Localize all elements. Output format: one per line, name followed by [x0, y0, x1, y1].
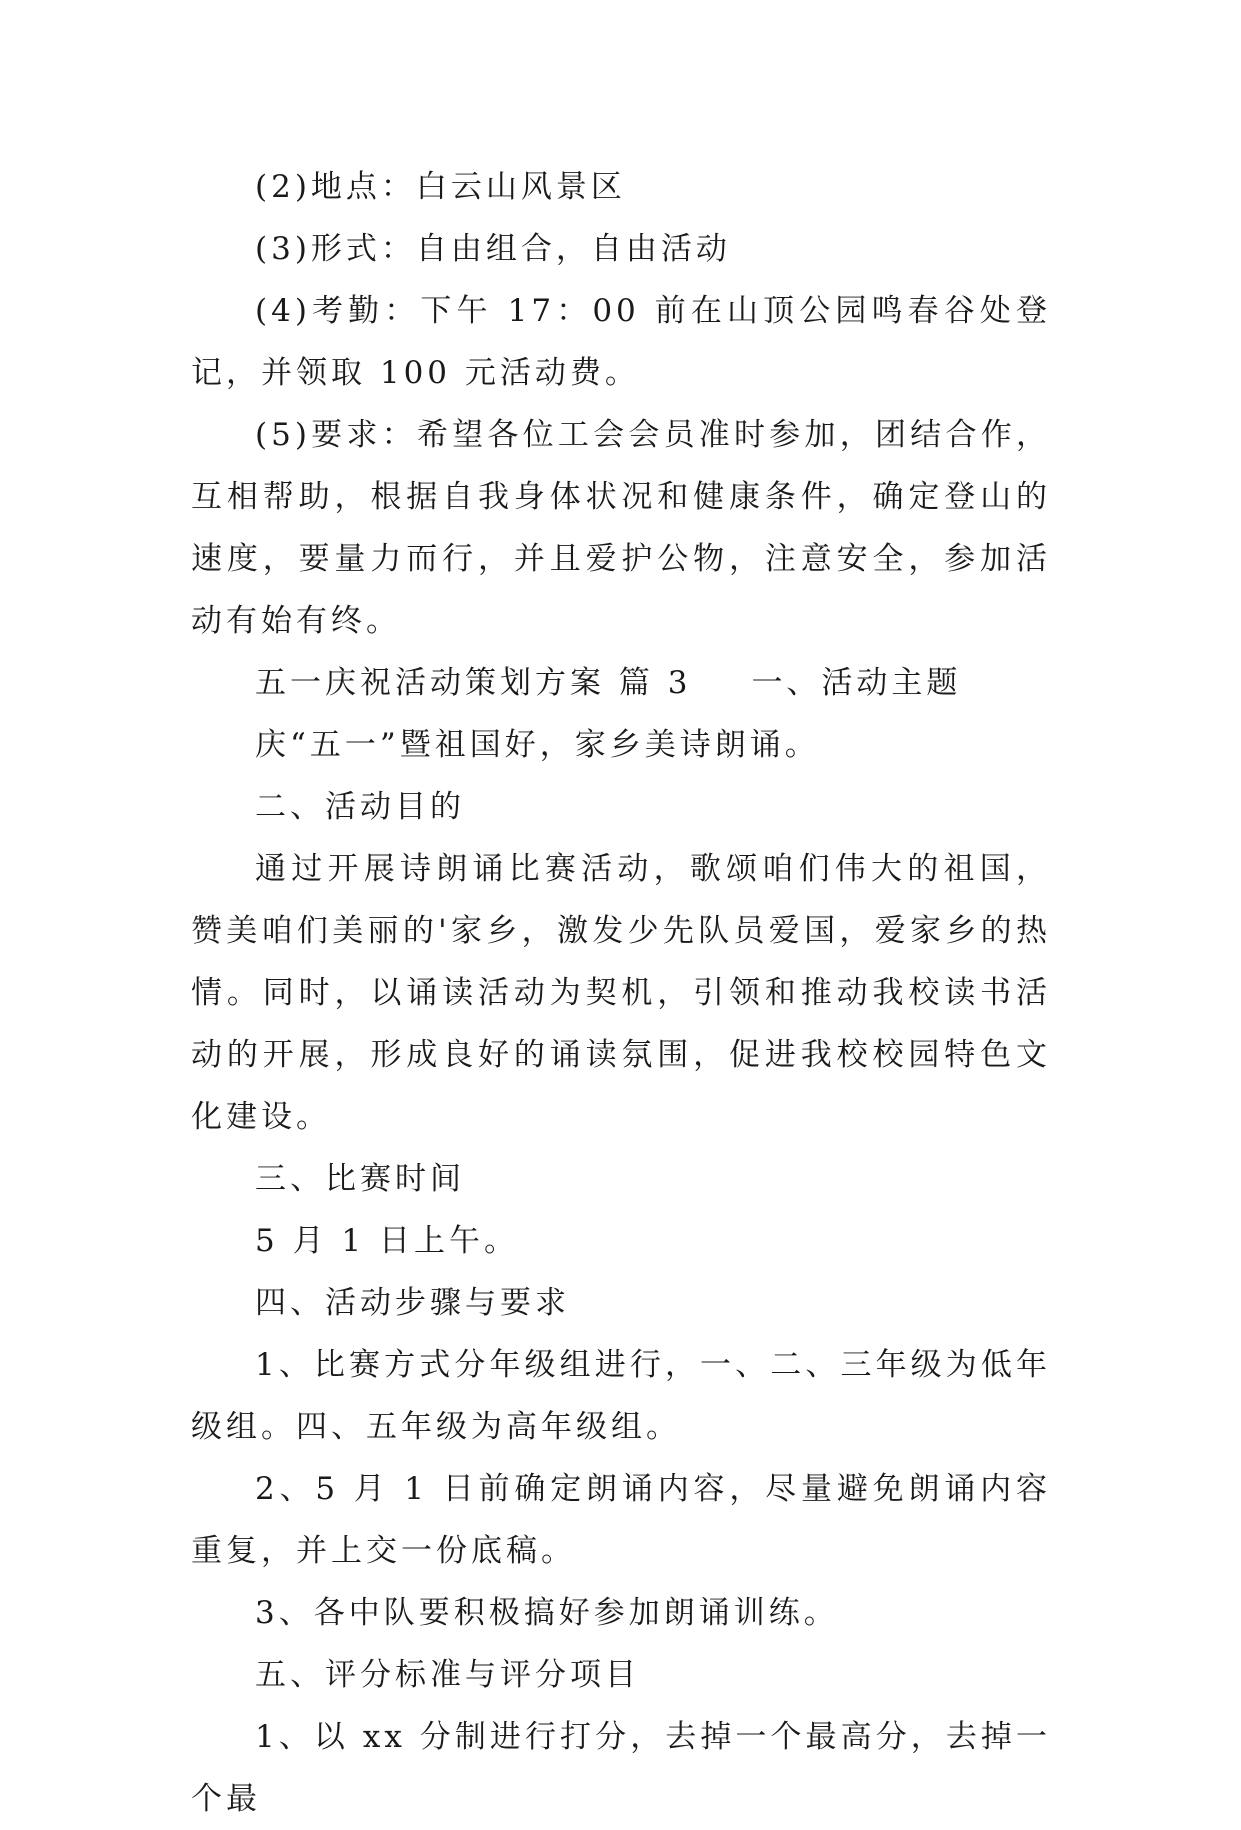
heading-steps-requirements: 四、活动步骤与要求 — [255, 1285, 570, 1321]
document-body — [191, 156, 1051, 1830]
paragraph-step-3: 3、各中队要积极搞好参加朗诵训练。 — [255, 1595, 839, 1631]
paragraph-theme: 庆“五一”暨祖国好，家乡美诗朗诵。 — [255, 727, 820, 763]
paragraph-location: (2)地点：白云山风景区 — [255, 169, 626, 205]
section-3-title-line — [191, 652, 1051, 714]
heading-competition-time: 三、比赛时间 — [255, 1161, 465, 1197]
paragraph-step-2: 2、5 月 1 日前确定朗诵内容，尽量避免朗诵内容重复，并上交一份底稿。 — [191, 1471, 1051, 1569]
section-3-title: 五一庆祝活动策划方案 篇 3 — [255, 665, 692, 701]
paragraph-requirements: (5)要求：希望各位工会会员准时参加，团结合作，互相帮助，根据自我身体状况和健康条件，确定登山的速度，要量力而行，并且爱护公物，注意安全，参加活动有始有终。 — [191, 417, 1051, 639]
paragraph-scoring-1: 1、以 xx 分制进行打分，去掉一个最高分，去掉一个最 — [191, 1719, 1051, 1817]
paragraph-attendance: (4)考勤：下午 17：00 前在山顶公园鸣春谷处登记，并领取 100 元活动费。 — [191, 293, 1051, 391]
paragraph-format: (3)形式：自由组合，自由活动 — [255, 231, 731, 267]
heading-scoring: 五、评分标准与评分项目 — [255, 1657, 640, 1693]
paragraph-time: 5 月 1 日上午。 — [255, 1223, 520, 1259]
paragraph-step-1: 1、比赛方式分年级组进行，一、二、三年级为低年级组。四、五年级为高年级组。 — [191, 1347, 1051, 1445]
heading-activity-purpose: 二、活动目的 — [255, 789, 465, 825]
paragraph-purpose: 通过开展诗朗诵比赛活动，歌颂咱们伟大的祖国，赞美咱们美丽的'家乡，激发少先队员爱国，爱家乡的热情。同时，以诵读活动为契机，引领和推动我校读书活动的开展，形成良好的诵读氛围，促进我校校园特色文化建设。 — [191, 851, 1051, 1135]
heading-activity-theme: 一、活动主题 — [751, 665, 962, 701]
